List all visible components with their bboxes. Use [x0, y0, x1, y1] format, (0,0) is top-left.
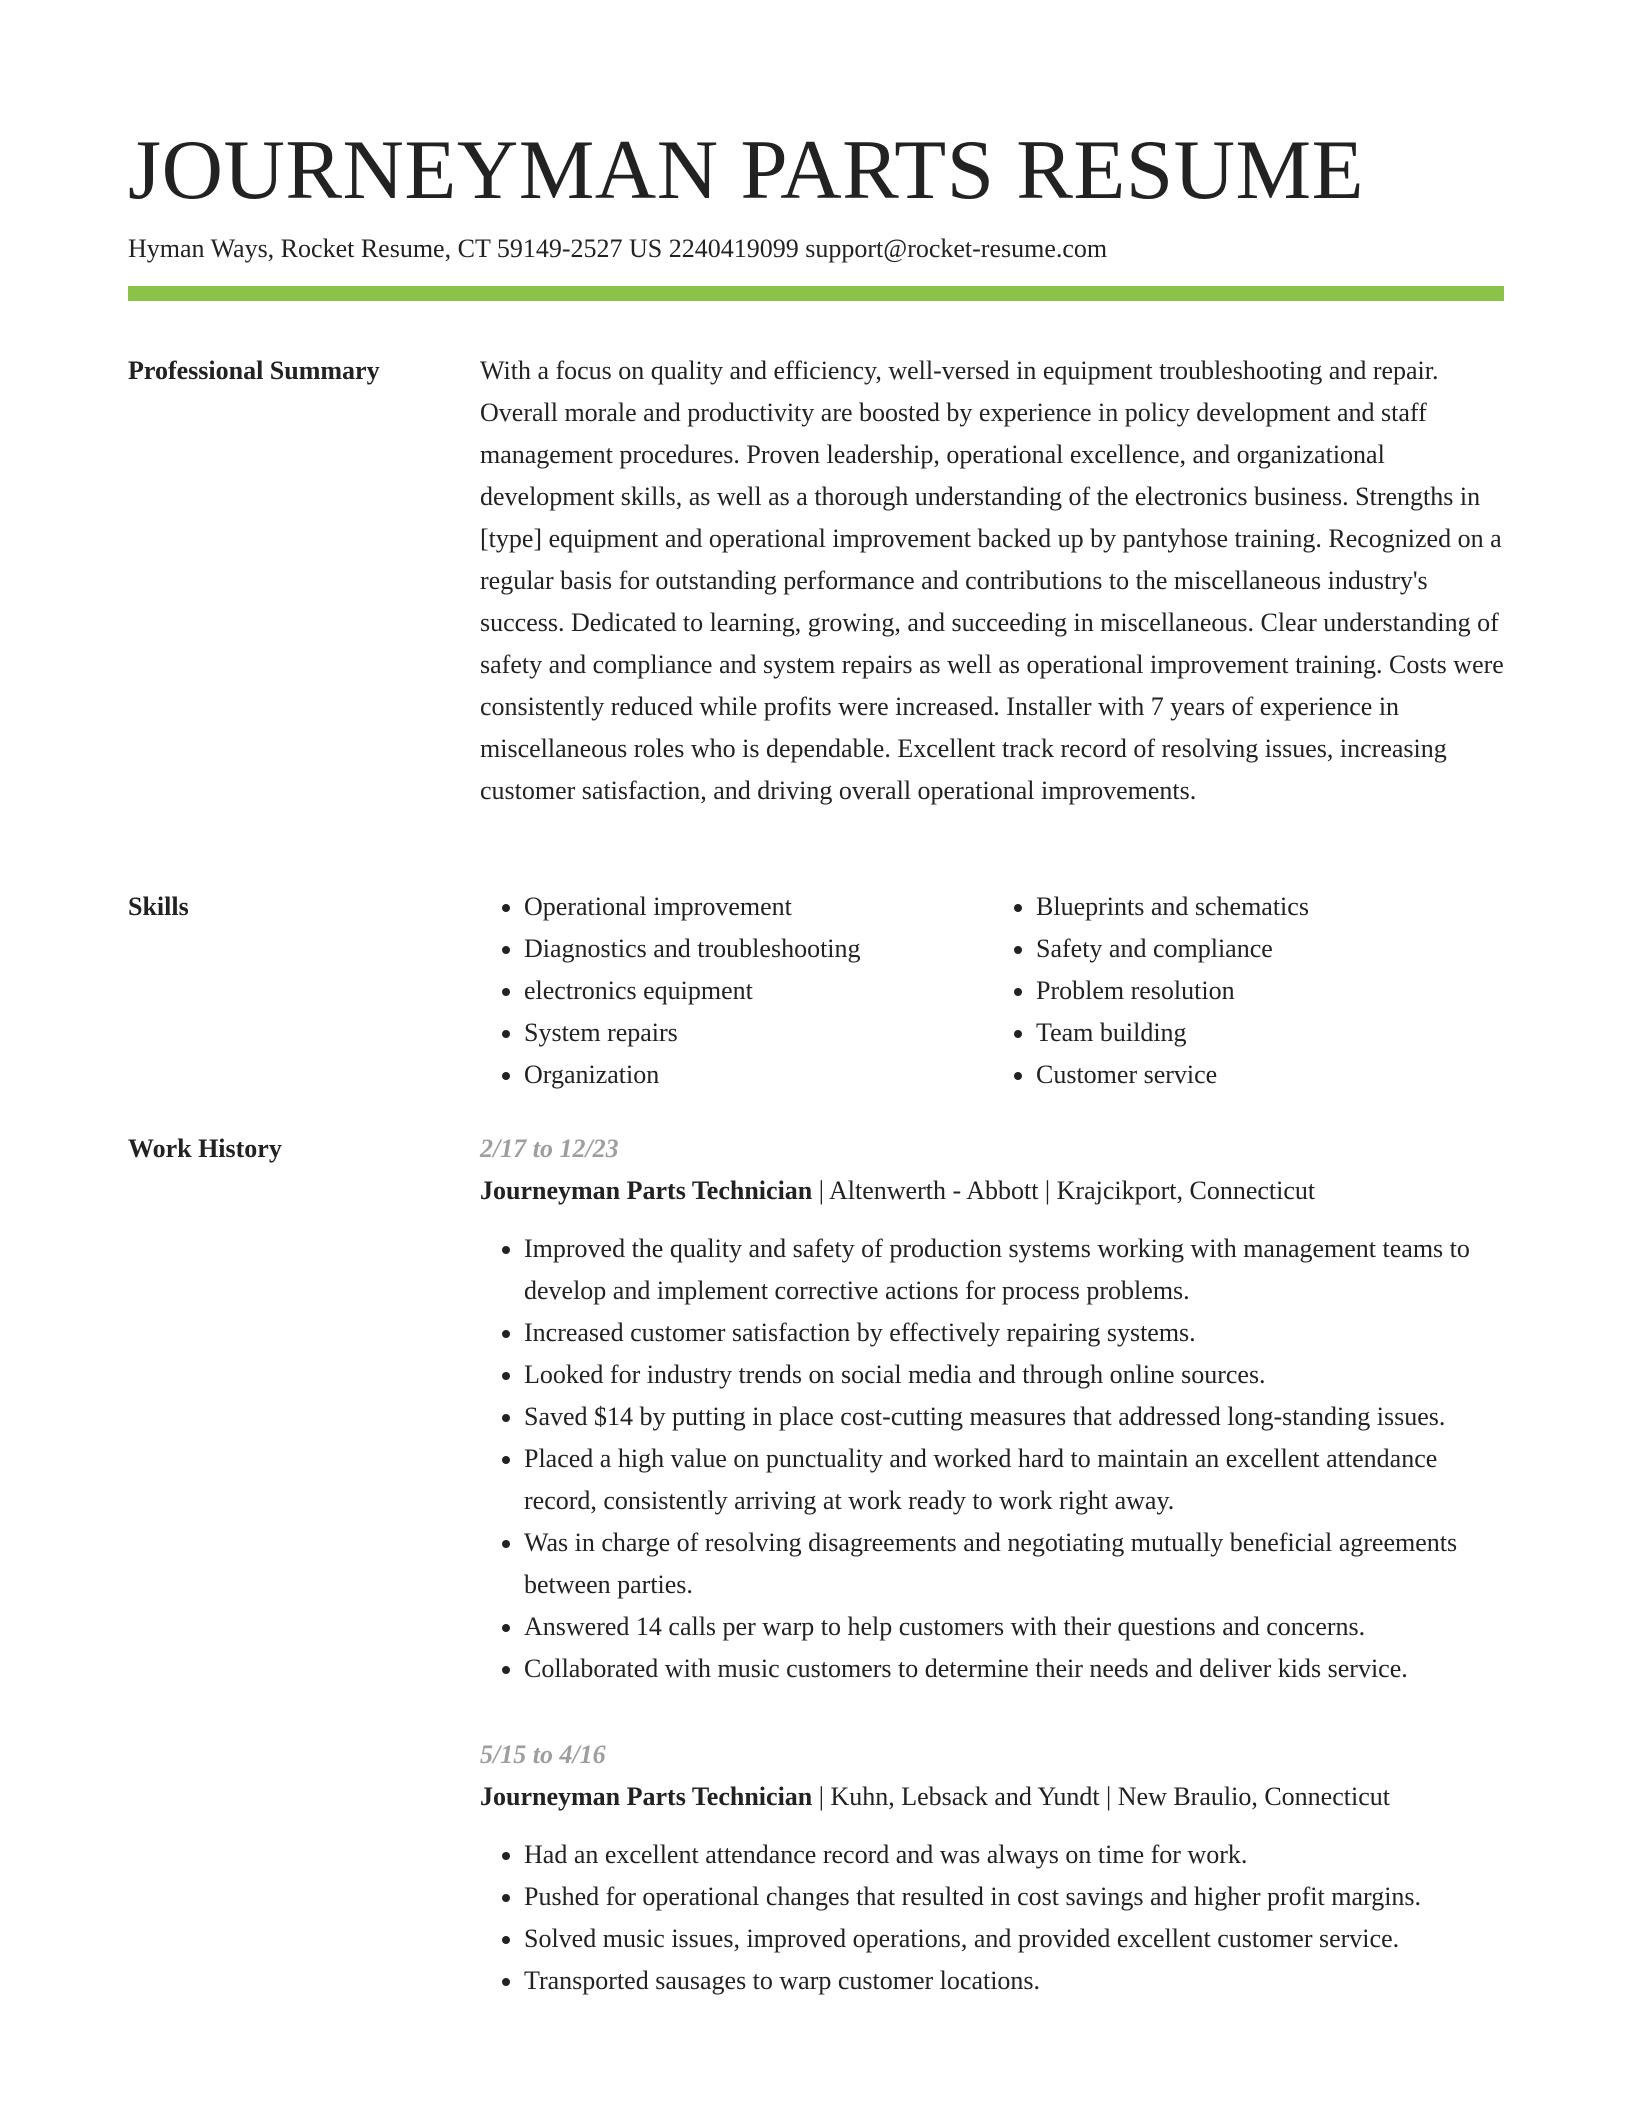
job-entry [480, 1734, 1504, 2002]
job-bullet: • Pushed for operational changes that resulted in cost savings and higher profit margins. [524, 1876, 1504, 1918]
summary-text: With a focus on quality and efficiency, well-versed in equipment troubleshooting and repair. Overall morale and productivity are boosted by experience in policy development and staff management procedures. Proven leadership, operational excellence, and organizational development skills, as well as a thorough understanding of the electronics business. Strengths in [type] equipment and operational improvement backed up by pantyhose training. Recognized on a regular basis for outstanding performance and contributions to the miscellaneous industry's success. Dedicated to learning, growing, and succeeding in miscellaneous. Clear understanding of safety and compliance and system repairs as well as operational improvement training. Costs were consistently reduced while profits were increased. Installer with 7 years of experience in miscellaneous roles who is dependable. Excellent track record of resolving issues, increasing customer satisfaction, and driving overall operational improvements. [480, 356, 1504, 805]
summary-section [128, 350, 1504, 850]
job-bullet: • Solved music issues, improved operations, and provided excellent customer service. [524, 1918, 1504, 1960]
job-bullet: • Improved the quality and safety of production systems working with management teams to develop and implement corrective actions for process problems. [524, 1228, 1504, 1312]
skills-heading: Skills [128, 892, 189, 921]
skill-item: • Diagnostics and troubleshooting [524, 928, 992, 970]
job-bullet: • Looked for industry trends on social media and through online sources. [524, 1354, 1504, 1396]
work-history-section [128, 1128, 1504, 2112]
skill-item: • Operational improvement [524, 886, 992, 928]
job-bullet-list [480, 1228, 1504, 1690]
skill-item: • Team building [1036, 1012, 1504, 1054]
job-heading [480, 1776, 1504, 1818]
job-bullet: • Collaborated with music customers to determine their needs and deliver kids service. [524, 1648, 1504, 1690]
skill-item: • Safety and compliance [1036, 928, 1504, 970]
job-bullet: • Transported sausages to warp customer locations. [524, 1960, 1504, 2002]
contact-info: Hyman Ways, Rocket Resume, CT 59149-2527 US 2240419099 support@rocket-resume.com [128, 234, 1108, 263]
job-bullet: • Saved $14 by putting in place cost-cutting measures that addressed long-standing issues. [524, 1396, 1504, 1438]
resume-title: JOURNEYMAN PARTS RESUME [128, 123, 1364, 217]
skill-item: • Customer service [1036, 1054, 1504, 1096]
job-title: Journeyman Parts Technician [480, 1176, 813, 1205]
job-employer-location: | Altenwerth - Abbott | Krajcikport, Connecticut [812, 1176, 1316, 1205]
skill-item: • electronics equipment [524, 970, 992, 1012]
skills-section [128, 886, 1504, 1106]
skills-list-left [480, 886, 992, 1096]
header-divider [128, 286, 1504, 301]
job-employer-location: | Kuhn, Lebsack and Yundt | New Braulio, Connecticut [812, 1782, 1390, 1811]
job-dates: 2/17 to 12/23 [480, 1134, 619, 1163]
job-entry [480, 1128, 1504, 1690]
job-dates: 5/15 to 4/16 [480, 1740, 606, 1769]
job-bullet: • Placed a high value on punctuality and worked hard to maintain an excellent attendance record, consistently arriving at work ready to work right away. [524, 1438, 1504, 1522]
skill-item: • Problem resolution [1036, 970, 1504, 1012]
summary-heading: Professional Summary [128, 356, 380, 385]
job-bullet: • Answered 14 calls per warp to help customers with their questions and concerns. [524, 1606, 1504, 1648]
job-bullet-list [480, 1834, 1504, 2002]
work-history-heading: Work History [128, 1134, 282, 1163]
job-bullet: • Was in charge of resolving disagreements and negotiating mutually beneficial agreements between parties. [524, 1522, 1504, 1606]
job-bullet: • Had an excellent attendance record and was always on time for work. [524, 1834, 1504, 1876]
skill-item: • Blueprints and schematics [1036, 886, 1504, 928]
job-heading [480, 1170, 1504, 1212]
skill-item: • System repairs [524, 1012, 992, 1054]
job-title: Journeyman Parts Technician [480, 1782, 813, 1811]
job-bullet: • Increased customer satisfaction by effectively repairing systems. [524, 1312, 1504, 1354]
skills-list-right [992, 886, 1504, 1096]
skill-item: • Organization [524, 1054, 992, 1096]
